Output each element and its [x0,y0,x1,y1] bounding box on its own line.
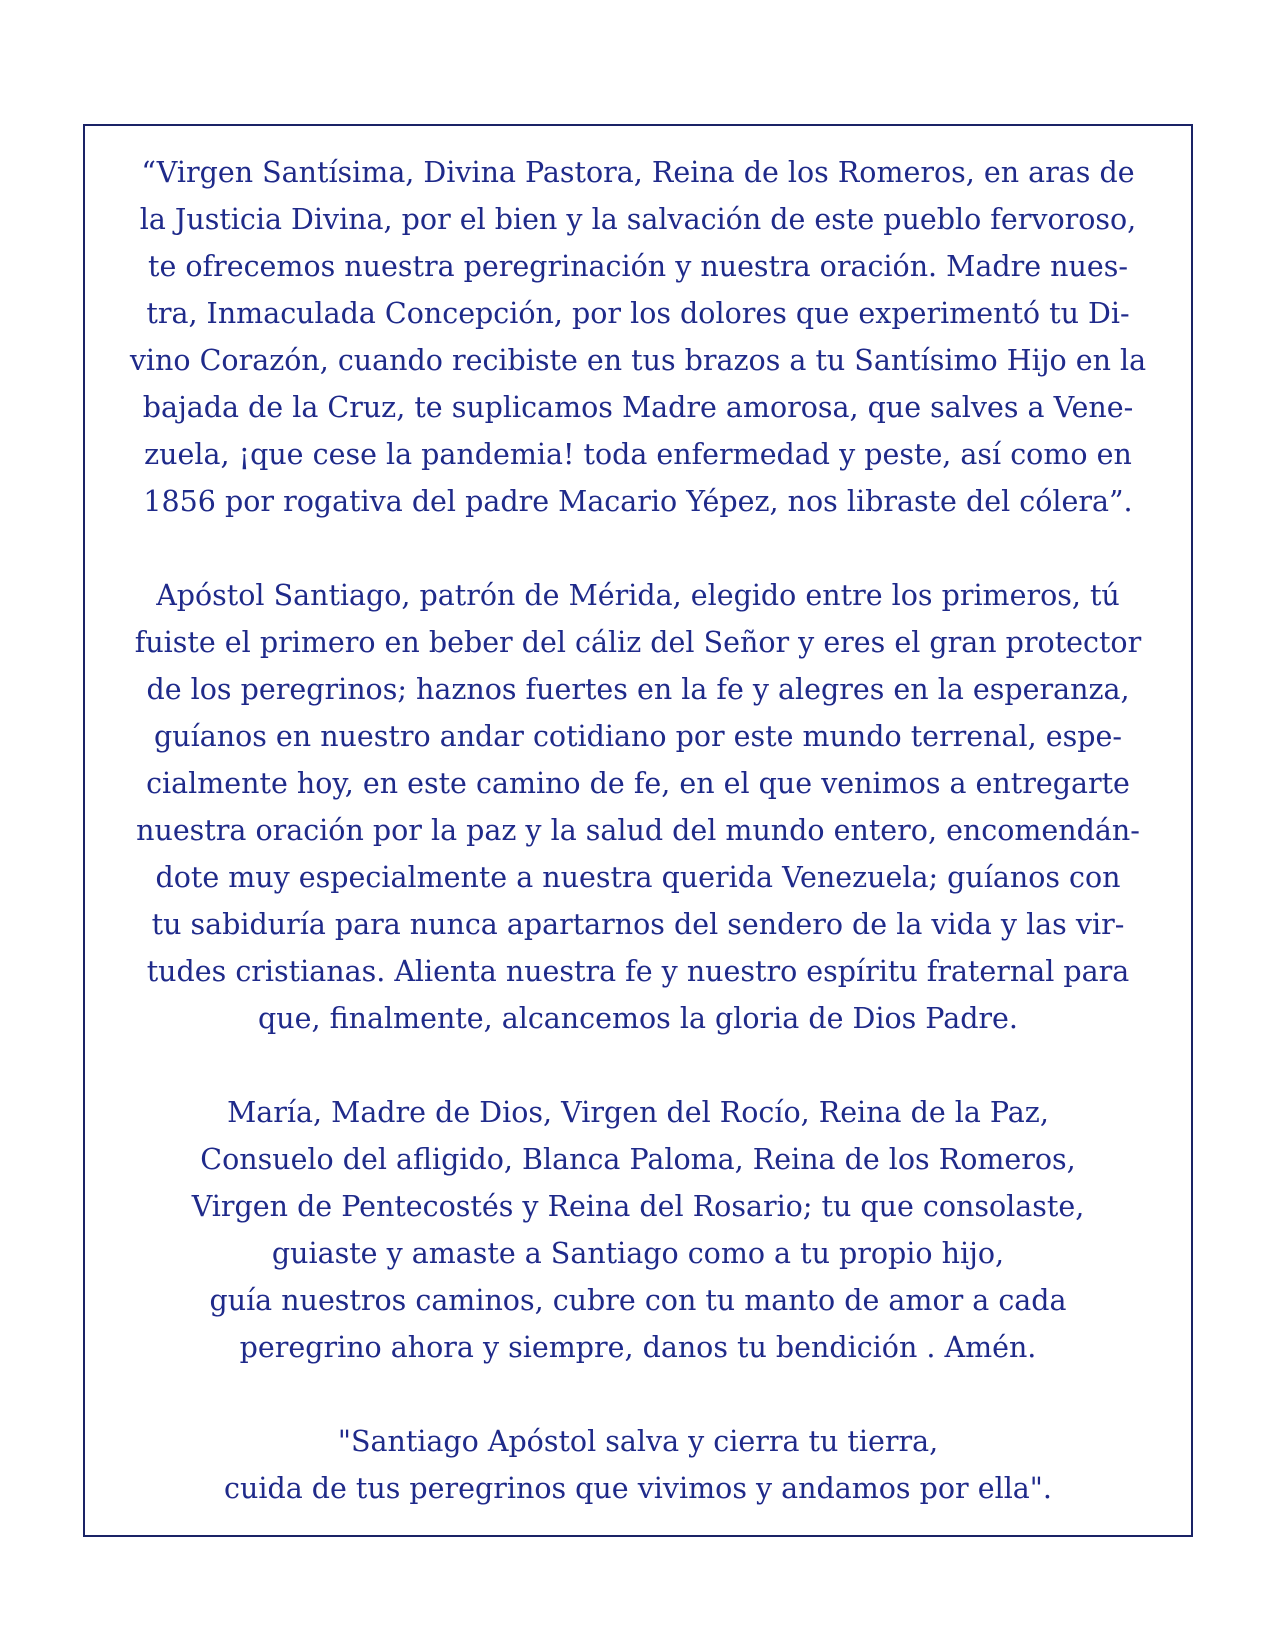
text-line: peregrino ahora y siempre, danos tu bendición . Amén. [239,1331,1037,1364]
text-line: guíanos en nuestro andar cotidiano por este mundo terrenal, espe- [154,720,1122,753]
text-line: tudes cristianas. Alienta nuestra fe y nuestro espíritu fraternal para [146,955,1130,988]
text-line: nuestra oración por la paz y la salud del mundo entero, encomendán- [136,814,1140,847]
prayer-paragraph-divina-pastora [103,149,1173,525]
text-line: cuida de tus peregrinos que vivimos y andamos por ella". [224,1472,1052,1505]
text-line: Consuelo del afligido, Blanca Paloma, Reina de los Romeros, [200,1143,1076,1176]
text-line: "Santiago Apóstol salva y cierra tu tierra, [337,1425,939,1458]
text-line: 1856 por rogativa del padre Macario Yépez, nos libraste del cólera”. [143,485,1133,518]
text-line: tra, Inmaculada Concepción, por los dolores que experimentó tu Di- [146,297,1130,330]
text-line: cialmente hoy, en este camino de fe, en el que venimos a entregarte [146,767,1130,800]
text-line: fuiste el primero en beber del cáliz del Señor y eres el gran protector [134,626,1142,659]
prayer-closing-verse [103,1418,1173,1512]
text-line: de los peregrinos; haznos fuertes en la fe y alegres en la esperanza, [146,673,1130,706]
text-line: bajada de la Cruz, te suplicamos Madre amorosa, que salves a Vene- [142,391,1134,424]
text-line: dote muy especialmente a nuestra querida Venezuela; guíanos con [155,861,1121,894]
prayer-paragraph-apostol-santiago [103,572,1173,1042]
text-line: María, Madre de Dios, Virgen del Rocío, Reina de la Paz, [227,1096,1049,1129]
text-line: la Justicia Divina, por el bien y la salvación de este pueblo fervoroso, [139,203,1137,236]
text-line: guiaste y amaste a Santiago como a tu propio hijo, [271,1237,1005,1270]
text-line: Apóstol Santiago, patrón de Mérida, elegido entre los primeros, tú [156,579,1120,612]
text-line: tu sabiduría para nunca apartarnos del sendero de la vida y las vir- [151,908,1125,941]
text-line: guía nuestros caminos, cubre con tu manto de amor a cada [209,1284,1067,1317]
text-line: que, finalmente, alcancemos la gloria de Dios Padre. [258,1002,1018,1035]
text-line: “Virgen Santísima, Divina Pastora, Reina de los Romeros, en aras de [141,156,1135,189]
text-line: te ofrecemos nuestra peregrinación y nuestra oración. Madre nues- [148,250,1128,283]
prayer-paragraph-maria [103,1089,1173,1371]
text-line: vino Corazón, cuando recibiste en tus brazos a tu Santísimo Hijo en la [129,344,1147,377]
text-line: zuela, ¡que cese la pandemia! toda enfermedad y peste, así como en [144,438,1132,471]
text-line: Virgen de Pentecostés y Reina del Rosario; tu que consolaste, [191,1190,1085,1223]
